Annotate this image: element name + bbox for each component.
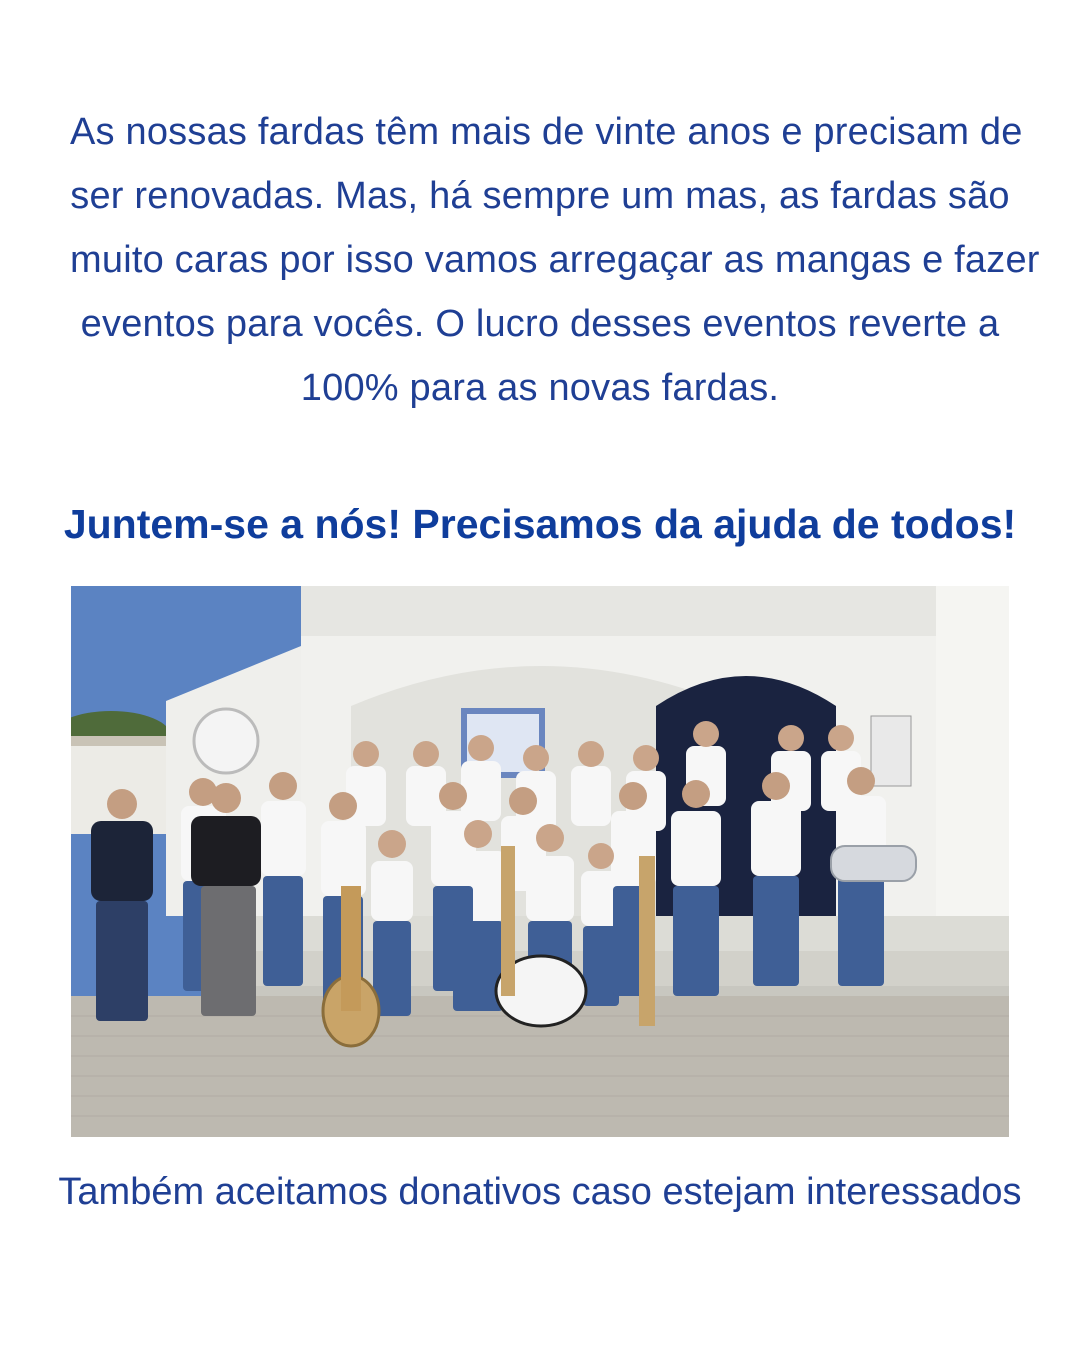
intro-line: eventos para vocês. O lucro desses eventos reverte a [80,303,1000,345]
intro-paragraph [70,100,1040,420]
sousaphone [194,709,258,773]
donation-note: Também aceitamos donativos caso estejam interessados [58,1171,1022,1213]
headline: Juntem-se a nós! Precisamos da ajuda de todos! [63,501,1017,547]
band-group-photo [71,586,1009,1137]
photo-illustration [71,586,1009,1137]
notice-board [871,716,911,786]
intro-line: muito caras por isso vamos arregaçar as mangas e fazer [70,239,1040,281]
intro-line: ser renovadas. Mas, há sempre um mas, as fardas são [70,175,1010,217]
intro-line: As nossas fardas têm mais de vinte anos e precisam de [70,111,1023,153]
intro-line: 100% para as novas fardas. [300,367,780,409]
